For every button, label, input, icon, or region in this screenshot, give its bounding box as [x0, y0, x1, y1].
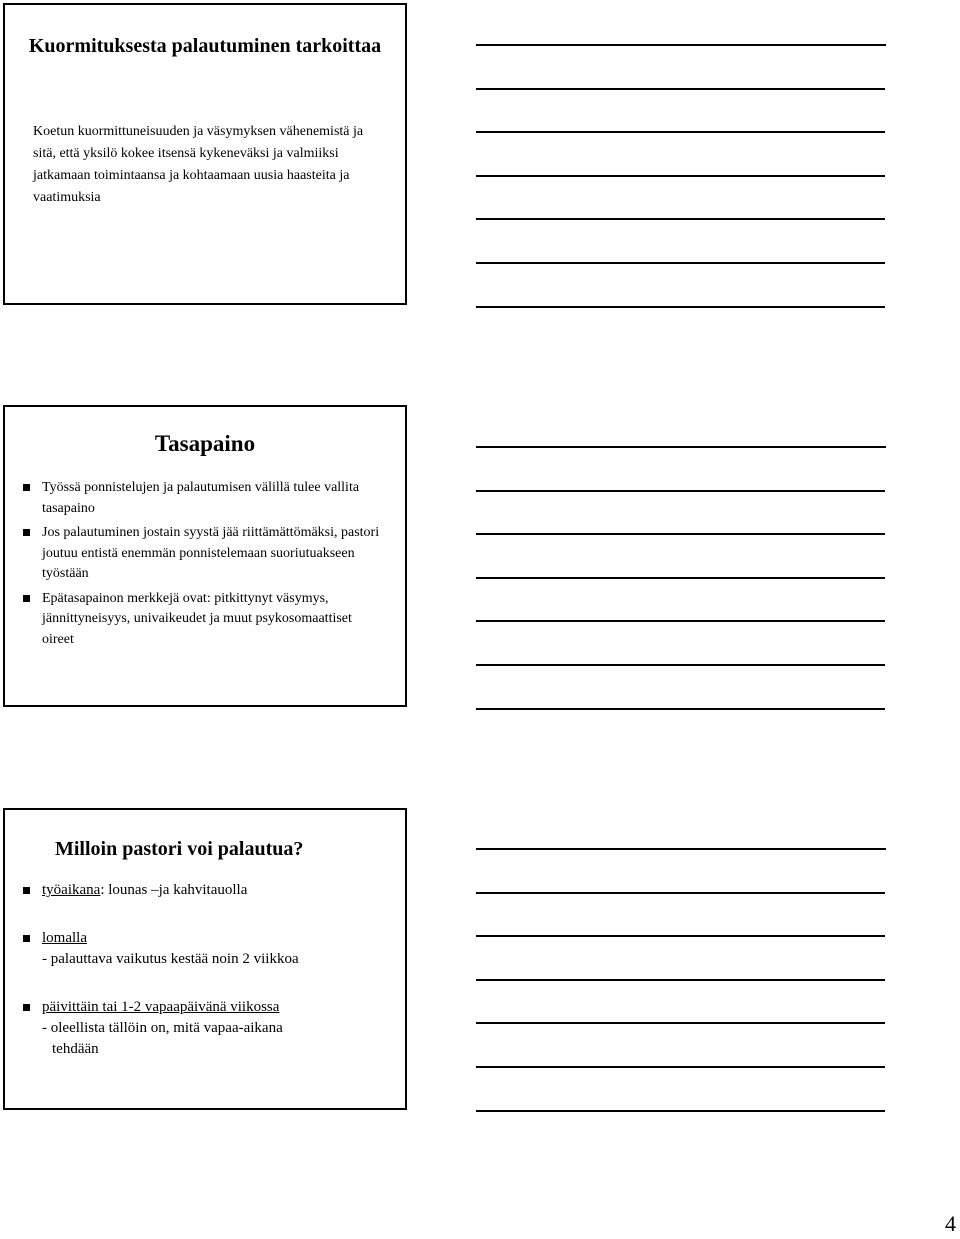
bullet-item	[23, 880, 385, 901]
bullet-subtext-continued: tehdään	[52, 1041, 99, 1057]
slide-3-bullet-list	[23, 880, 385, 1087]
bullet-item	[23, 997, 385, 1060]
bullet-subtext: - oleellista tällöin on, mitä vapaa-aikana	[42, 1020, 283, 1036]
slide-2	[3, 405, 407, 707]
bullet-subtext: - palauttava vaikutus kestää noin 2 viikkoa	[42, 951, 299, 967]
square-bullet-icon	[23, 484, 30, 491]
bullet-label: päivittäin tai 1-2 vapaapäivänä viikossa	[42, 999, 280, 1015]
bullet-label: lomalla	[42, 930, 87, 946]
slide-2-bullet-list	[23, 478, 385, 654]
note-line	[476, 620, 885, 622]
page-number: 4	[945, 1211, 956, 1236]
bullet-item	[23, 478, 385, 519]
square-bullet-icon	[23, 887, 30, 894]
slide-1	[3, 3, 407, 305]
note-line	[476, 1066, 885, 1068]
bullet-text: Epätasapainon merkkejä ovat: pitkittynyt väsymys, jännittyneisyys, univaikeudet ja muut psykosomaattiset oireet	[42, 590, 352, 647]
bullet-item	[23, 589, 385, 651]
note-line	[476, 979, 885, 981]
note-line	[476, 848, 886, 850]
bullet-item	[23, 523, 385, 585]
note-line	[476, 175, 885, 177]
square-bullet-icon	[23, 1004, 30, 1011]
note-line	[476, 708, 885, 710]
note-line	[476, 577, 885, 579]
note-line	[476, 490, 885, 492]
slide-1-title: Kuormituksesta palautuminen tarkoittaa	[28, 35, 382, 57]
bullet-text: Jos palautuminen jostain syystä jää riittämättömäksi, pastori joutuu entistä enemmän ponnistelemaan suoriutuakseen työstään	[42, 525, 380, 581]
note-line	[476, 446, 886, 448]
square-bullet-icon	[23, 529, 30, 536]
note-line	[476, 306, 885, 308]
note-line	[476, 88, 885, 90]
note-line	[476, 892, 885, 894]
square-bullet-icon	[23, 595, 30, 602]
note-line	[476, 664, 885, 666]
note-line	[476, 533, 885, 535]
bullet-label: työaikana	[42, 882, 101, 898]
bullet-text: : lounas –ja kahvitauolla	[100, 882, 248, 898]
note-line	[476, 935, 885, 937]
note-line	[476, 1022, 885, 1024]
slide-1-body: Koetun kuormittuneisuuden ja väsymyksen vähenemistä ja sitä, että yksilö kokee itsensä kykeneväksi ja valmiiksi jatkamaan toimintaansa ja kohtaamaan uusia haasteita ja vaatimuksia	[33, 124, 364, 205]
note-line	[476, 44, 886, 46]
bullet-text: Työssä ponnistelujen ja palautumisen välillä tulee vallita tasapaino	[42, 480, 360, 516]
bullet-item	[23, 928, 385, 970]
slide-3-title: Milloin pastori voi palautua?	[55, 838, 304, 860]
slide-3	[3, 808, 407, 1110]
square-bullet-icon	[23, 935, 30, 942]
note-line	[476, 262, 885, 264]
slide-2-title: Tasapaino	[154, 431, 256, 456]
note-line	[476, 131, 885, 133]
note-line	[476, 1110, 885, 1112]
note-line	[476, 218, 885, 220]
